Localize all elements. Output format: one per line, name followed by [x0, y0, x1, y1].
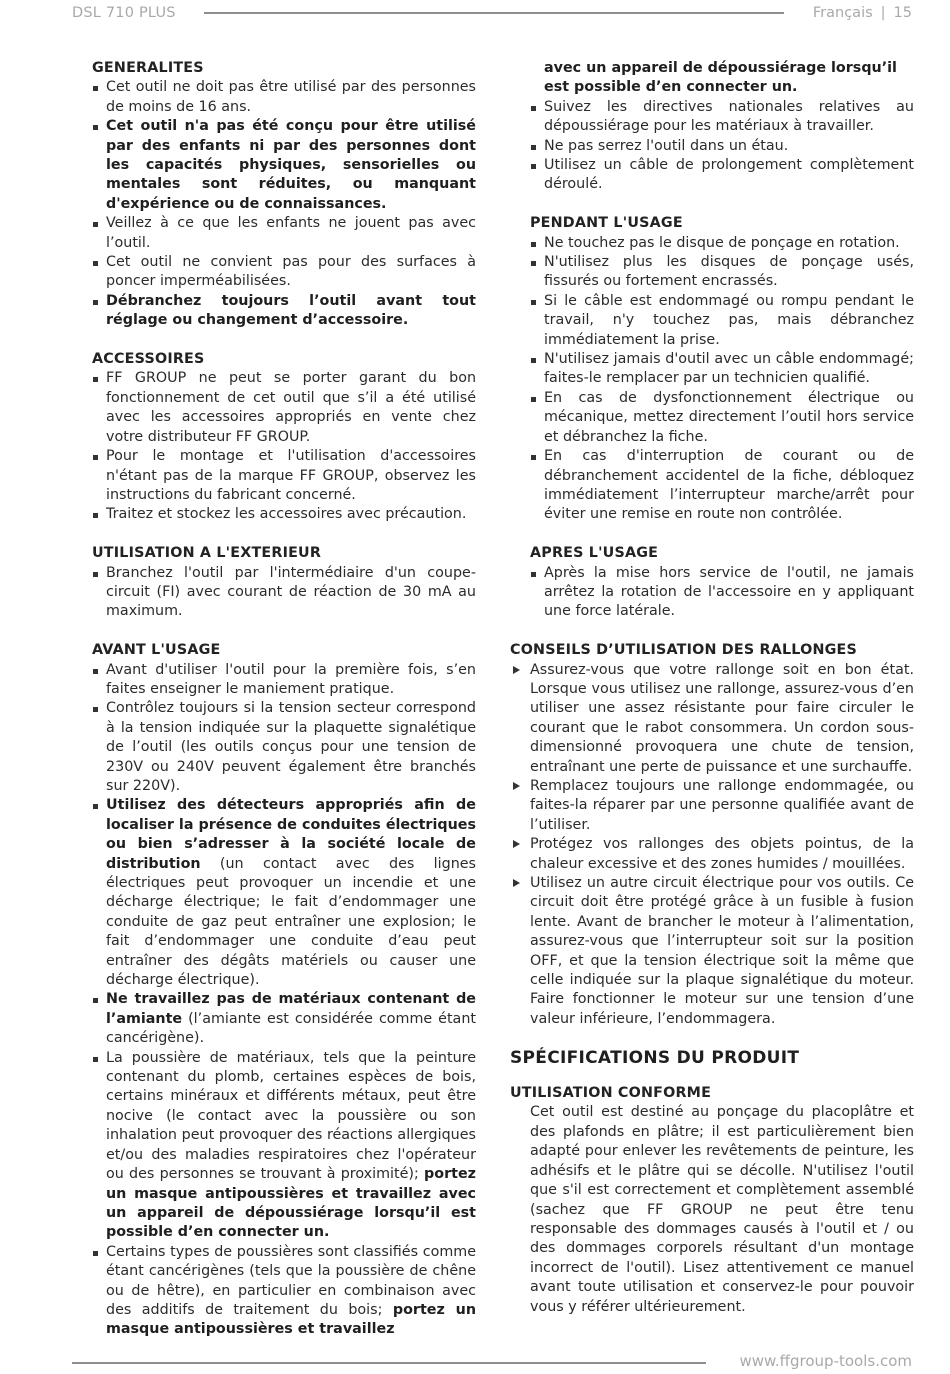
list-item: Utilisez un autre circuit électrique pour vos outils. Ce circuit doit être protégé grâce à un fusible à fusion lente. Avant de brancher le moteur à l’alimentation, assurez-vous que l’interrupteur soit sur la position OFF, et que la tension électrique soit la même que celle indiquée sur la plaque signalétique du moteur. Faire fonctionner le moteur sur une tension d’une valeur inférieure, l’endommagera. [510, 874, 914, 1029]
avant-list [92, 661, 476, 1340]
page-number: 15 [893, 5, 912, 21]
section-title-accessoires: ACCESSOIRES [92, 351, 205, 368]
list-item [92, 1243, 476, 1340]
header-separator: | [880, 5, 886, 21]
list-item: Suivez les directives nationales relatives au dépoussiérage pour les matériaux à travailler. [530, 98, 914, 137]
list-item: Pour le montage et l'utilisation d'accessoires n'étant pas de la marque FF GROUP, observez les instructions du fabricant concerné. [92, 447, 476, 505]
apres-list [510, 564, 914, 622]
generalites-list [92, 78, 476, 330]
list-item: Après la mise hors service de l'outil, ne jamais arrêtez la rotation de l'accessoire en y appliquant une force latérale. [530, 564, 914, 622]
list-item: Assurez-vous que votre rallonge soit en bon état. Lorsque vous utilisez une rallonge, assurez-vous d’en utiliser une assez résistante pour faire circuler le courant que le rabot consommera. Un cordon sous-dimensionné provoquera une chute de tension, entraînant une perte de puissance et une surchauffe. [510, 661, 914, 777]
list-item: Ne touchez pas le disque de ponçage en rotation. [530, 234, 914, 253]
section-title-pendant: PENDANT L'USAGE [530, 215, 683, 232]
right-column [510, 59, 914, 1317]
exterieur-list [92, 564, 476, 622]
body-text: (un contact avec des lignes électriques peut provoquer un incendie et une décharge électrique; le fait d’endommager une conduite de gaz peut entraîner une explosion; le fait d’endommager une conduite d’eau peut entraîner des dégâts matériels ou causer une décharge électrique). [106, 855, 476, 989]
list-item [92, 796, 476, 990]
accessoires-list [92, 369, 476, 524]
list-item: Utilisez un câble de prolongement complètement déroulé. [530, 156, 914, 195]
section-title-generalites: GENERALITES [92, 60, 204, 76]
section-title-avant: AVANT L'USAGE [92, 642, 221, 659]
list-item: Cet outil ne convient pas pour des surfaces à poncer imperméabilisées. [92, 253, 476, 292]
list-item: Avant d'utiliser l'outil pour la première fois, s’en faites enseigner le maniement pratique. [92, 661, 476, 700]
body-text: (l’amiante est considérée comme étant cancérigène). [106, 1010, 476, 1047]
header-divider [204, 12, 784, 14]
bold-text: Utilisez des détecteurs appropriés afin de localiser la présence de conduites électriques ou bien s’adresser à la société locale de distribution [106, 797, 476, 872]
list-item: N'utilisez plus les disques de ponçage usés, fissurés ou fortement encrassés. [530, 253, 914, 292]
model-name: DSL 710 PLUS [72, 5, 176, 21]
list-item: Remplacez toujours une rallonge endommagée, ou faites-la réparer par une personne qualifiée avant de l’utiliser. [510, 777, 914, 835]
list-item: En cas de dysfonctionnement électrique ou mécanique, mettez directement l’outil hors service et débranchez la fiche. [530, 389, 914, 447]
subsection-title-utilisation-conforme: UTILISATION CONFORME [510, 1085, 712, 1102]
list-item: Débranchez toujours l’outil avant tout réglage ou changement d’accessoire. [92, 292, 476, 331]
pendant-list [510, 234, 914, 525]
left-column [92, 59, 476, 1340]
bold-text: portez un masque antipoussières et travaillez [106, 1301, 477, 1338]
header-right [813, 5, 912, 21]
section-title-rallonges: CONSEILS D’UTILISATION DES RALLONGES [510, 642, 858, 659]
list-item: Protégez vos rallonges des objets pointus, de la chaleur excessive et des zones humides / mouillées. [510, 835, 914, 874]
list-item: Contrôlez toujours si la tension secteur correspond à la tension indiquée sur la plaquette signalétique de l’outil (les outils conçus pour une tension de 230V ou 240V peuvent également être branchés sur 220V). [92, 699, 476, 796]
continued-list [510, 98, 914, 195]
list-item: En cas d'interruption de courant ou de débranchement accidentel de la fiche, débloquez immédiatement l’interrupteur marche/arrêt pour éviter une remise en route non contrôlée. [530, 447, 914, 525]
rallonges-list [510, 661, 914, 1030]
list-item: Cet outil n'a pas été conçu pour être utilisé par des enfants ni par des personnes dont les capacités physiques, sensorielles ou mentales sont réduites, ou manquant d'expérience ou de connaissances. [92, 117, 476, 214]
list-item: Cet outil ne doit pas être utilisé par des personnes de moins de 16 ans. [92, 78, 476, 117]
list-item: Branchez l'outil par l'intermédiaire d'un coupe-circuit (FI) avec courant de réaction de 30 mA au maximum. [92, 564, 476, 622]
section-title-exterieur: UTILISATION A L'EXTERIEUR [92, 545, 322, 562]
section-title-specifications: SPÉCIFICATIONS DU PRODUIT [510, 1047, 800, 1068]
language-label: Français [812, 5, 873, 21]
list-item [92, 990, 476, 1048]
body-text: Certains types de poussières sont classifiés comme étant cancérigènes (tels que la poussière de chêne ou de hêtre), en particulier en combinaison avec des additifs de traitement du bois; [106, 1243, 476, 1318]
list-item: Traitez et stockez les accessoires avec précaution. [92, 505, 476, 524]
bold-text: Ne travaillez pas de matériaux contenant de l’amiante [106, 991, 476, 1027]
specifications-paragraph: Cet outil est destiné au ponçage du placoplâtre et des plafonds en plâtre; il est particulièrement bien adapté pour enlever les revêtements de peinture, les adhésifs et le plâtre qui se décolle. N'utilisez l'outil que s'il est correctement et complètement assemblé (sachez que FF GROUP ne peut être tenu responsable des dommages causés à l'outil et / ou des dommages corporels résultant d'un montage incorrect de l'outil). Lisez attentivement ce manuel avant toute utilisation et conservez-le pour pouvoir vous y référer ultérieurement. [530, 1104, 914, 1315]
footer-divider [72, 1362, 706, 1364]
list-item [92, 1049, 476, 1243]
bold-text: portez un masque antipoussières et travaillez avec un appareil de dépoussiérage lorsqu’il est possible d’en connecter un. [106, 1166, 476, 1241]
list-item: FF GROUP ne peut se porter garant du bon fonctionnement de cet outil que s’il a été utilisé avec les accessoires appropriés en vente chez votre distributeur FF GROUP. [92, 369, 476, 447]
body-text: La poussière de matériaux, tels que la peinture contenant du plomb, certaines espèces de bois, certains minéraux et différents métaux, peut être nocive (le contact avec la poussière ou son inhalation peut provoquer des réactions allergiques et/ou des maladies respiratoires chez l'opérateur ou des personnes se trouvant à proximité); [106, 1049, 476, 1183]
section-title-apres: APRES L'USAGE [530, 545, 659, 562]
list-item: N'utilisez jamais d'outil avec un câble endommagé; faites-le remplacer par un technicien qualifié. [530, 350, 914, 389]
list-item: Veillez à ce que les enfants ne jouent pas avec l’outil. [92, 214, 476, 253]
list-item: Ne pas serrez l'outil dans un étau. [530, 137, 914, 156]
continued-bold-text: avec un appareil de dépoussiérage lorsqu’il est possible d’en connecter un. [544, 60, 897, 96]
website-url: www.ffgroup-tools.com [739, 1352, 912, 1370]
list-item: Si le câble est endommagé ou rompu pendant le travail, n'y touchez pas, mais débranchez immédiatement la prise. [530, 292, 914, 350]
